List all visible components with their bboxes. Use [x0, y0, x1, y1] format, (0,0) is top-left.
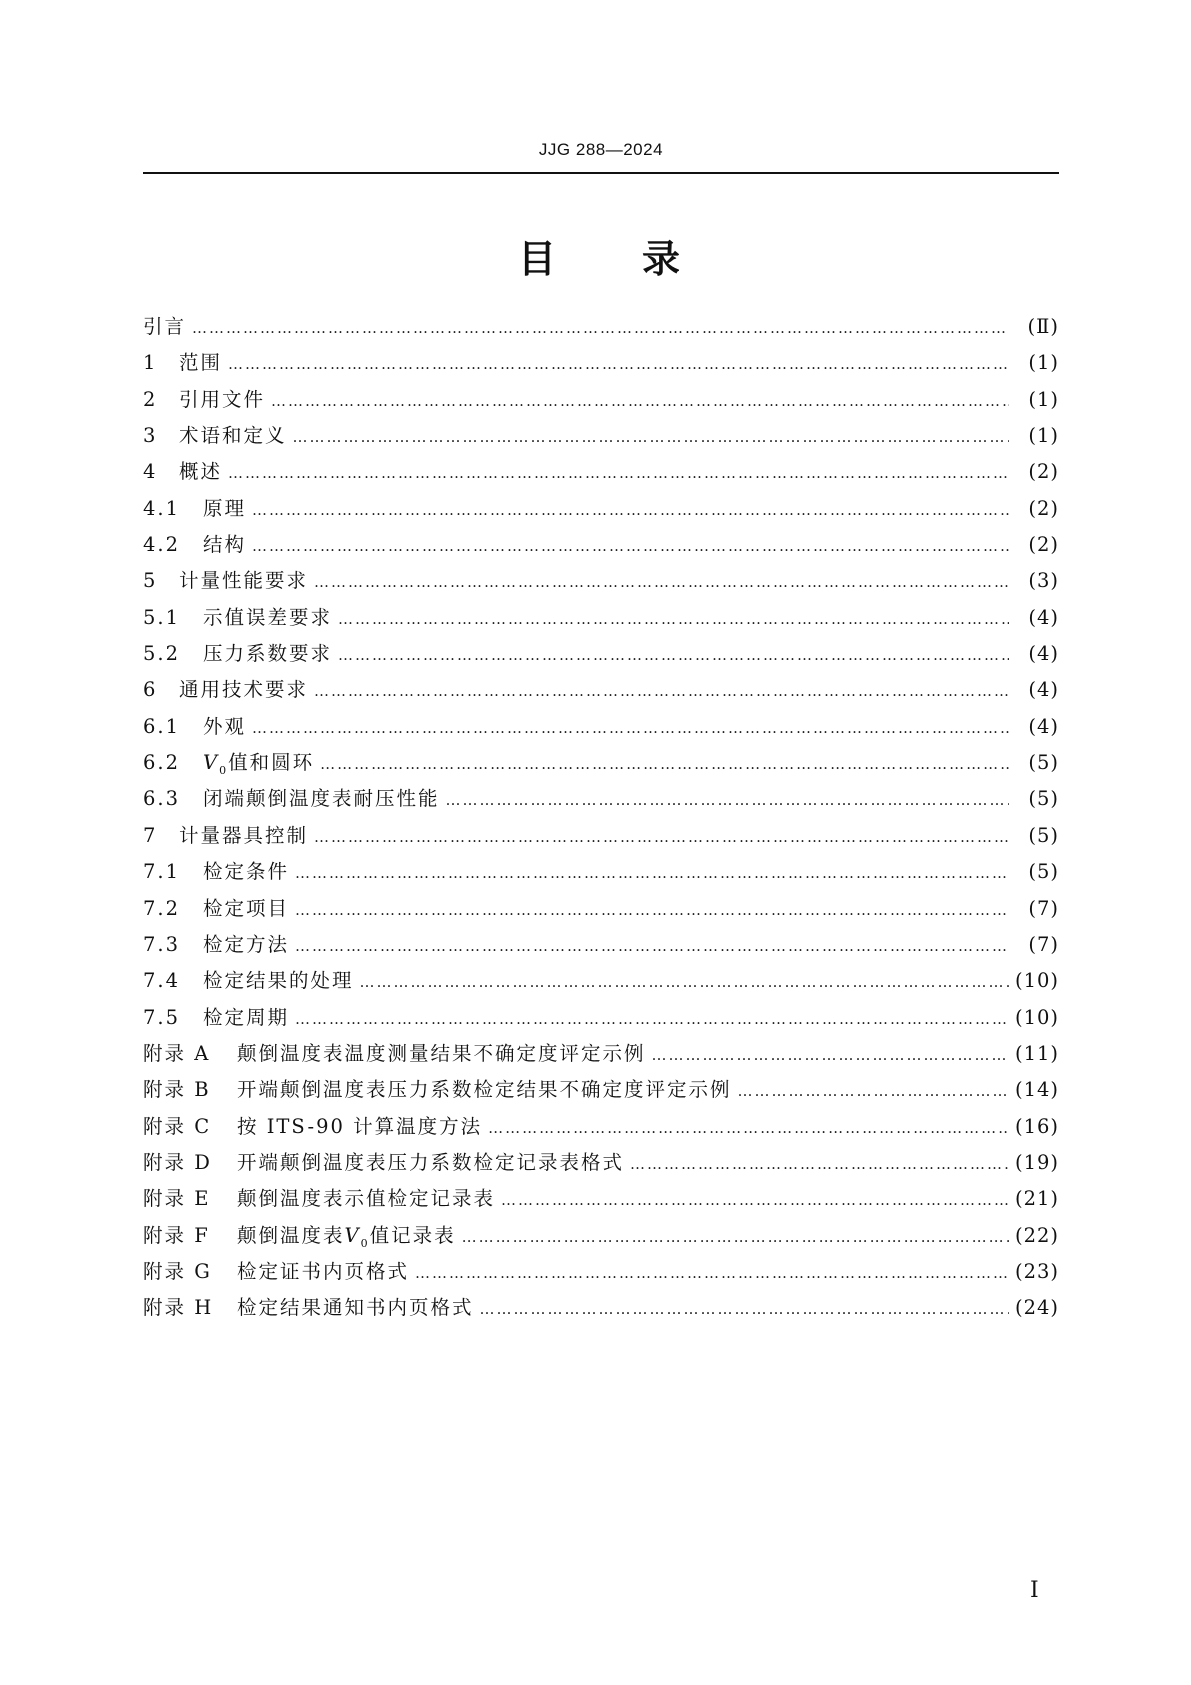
toc-entry-title: 检定结果通知书内页格式	[237, 1296, 474, 1320]
toc-entry-number: 附录 F	[143, 1223, 210, 1247]
toc-entry-number: 7.1	[143, 860, 181, 884]
toc-entry-page: (4)	[1028, 642, 1059, 666]
toc-entry-number: 7.2	[143, 896, 181, 920]
toc-entry-page: (4)	[1028, 605, 1059, 629]
toc-leader-dots	[480, 1300, 1009, 1318]
toc-entry-page: (21)	[1014, 1187, 1059, 1211]
toc-entry-number: 6.1	[143, 714, 181, 738]
toc-entry-number: 附录 D	[143, 1150, 212, 1174]
toc-leader-dots	[295, 864, 1009, 882]
toc-entry[interactable]	[143, 384, 1059, 420]
toc-entry-page: (7)	[1028, 932, 1059, 956]
page-title	[143, 228, 1059, 283]
toc-leader-dots	[501, 1191, 1009, 1209]
toc-entry-page: (7)	[1028, 896, 1059, 920]
toc-entry-page: (14)	[1014, 1078, 1059, 1102]
toc-entry-page: (5)	[1028, 823, 1059, 847]
toc-entry-title: 范围	[179, 351, 223, 375]
toc-entry[interactable]	[143, 565, 1059, 601]
toc-entry-page: (23)	[1014, 1259, 1059, 1283]
page-title-char-2: 录	[642, 237, 685, 281]
toc-entry-title: 计量性能要求	[179, 569, 309, 593]
toc-entry-title: 闭端颠倒温度表耐压性能	[203, 787, 440, 811]
toc-leader-dots	[295, 901, 1009, 919]
toc-entry-title: 概述	[179, 460, 223, 484]
toc-leader-dots	[488, 1119, 1009, 1137]
toc-entry-title: 通用技术要求	[179, 678, 309, 702]
toc-entry-number: 4.2	[143, 533, 181, 557]
toc-leader-dots	[295, 937, 1009, 955]
toc-entry[interactable]	[143, 1111, 1059, 1147]
toc-entry-title	[203, 747, 314, 777]
toc-entry-number: 5	[143, 569, 158, 593]
toc-leader-dots	[630, 1155, 1009, 1173]
toc-entry-page: (10)	[1014, 969, 1059, 993]
toc-leader-dots	[192, 319, 1009, 337]
toc-entry[interactable]	[143, 493, 1059, 529]
toc-entry[interactable]	[143, 783, 1059, 819]
toc-entry-title: 检定条件	[203, 860, 290, 884]
toc-entry-page: (22)	[1014, 1223, 1059, 1247]
toc-entry-number: 5.2	[143, 642, 181, 666]
toc-entry[interactable]	[143, 747, 1059, 783]
toc-entry-title: 引言	[143, 315, 187, 338]
toc-entry[interactable]	[143, 347, 1059, 383]
toc-leader-dots	[338, 610, 1009, 628]
toc-entry-title-v: V	[344, 1223, 361, 1247]
toc-entry-page: (24)	[1014, 1296, 1059, 1320]
toc-entry[interactable]	[143, 1256, 1059, 1292]
toc-entry-number: 附录 C	[143, 1114, 212, 1138]
toc-entry-number: 6	[143, 678, 158, 702]
toc-entry[interactable]	[143, 711, 1059, 747]
toc-entry-title: 检定项目	[203, 896, 290, 920]
toc-entry-title: 结构	[203, 533, 247, 557]
toc-entry-title: 压力系数要求	[203, 642, 333, 666]
toc-leader-dots	[360, 973, 1009, 991]
toc-entry-number: 附录 E	[143, 1187, 211, 1211]
toc-entry[interactable]	[143, 856, 1059, 892]
toc-entry-number: 附录 A	[143, 1041, 211, 1065]
toc-leader-dots	[228, 355, 1009, 373]
toc-entry-page: (3)	[1028, 569, 1059, 593]
toc-entry-page: (5)	[1028, 751, 1059, 775]
toc-entry-title: 计量器具控制	[179, 823, 309, 847]
toc-leader-dots	[293, 428, 1009, 446]
document-header-code: JJG 288—2024	[538, 140, 664, 159]
toc-leader-dots	[338, 646, 1009, 664]
toc-entry-title-rest: 值和圆环	[228, 751, 315, 775]
toc-entry-number: 7.3	[143, 932, 181, 956]
toc-entry-page: (5)	[1028, 860, 1059, 884]
toc-entry-page: (4)	[1028, 678, 1059, 702]
toc-entry-page: (2)	[1028, 460, 1059, 484]
toc-entry[interactable]	[143, 1038, 1059, 1074]
toc-leader-dots	[252, 719, 1009, 737]
toc-entry-title: 引用文件	[179, 387, 266, 411]
toc-entry-page: (2)	[1028, 496, 1059, 520]
toc-leader-dots	[314, 828, 1009, 846]
toc-entry-title: 检定方法	[203, 932, 290, 956]
toc-leader-dots	[314, 682, 1009, 700]
toc-entry-number: 5.1	[143, 605, 181, 629]
toc-entry-title: 开端颠倒温度表压力系数检定结果不确定度评定示例	[237, 1078, 732, 1102]
toc-leader-dots	[652, 1046, 1009, 1064]
toc-entry[interactable]	[143, 311, 1059, 347]
toc-entry-page: (1)	[1028, 424, 1059, 448]
toc-entry-title: 检定结果的处理	[203, 969, 354, 993]
toc-entry-number: 附录 H	[143, 1296, 214, 1320]
toc-entry-number: 附录 G	[143, 1259, 212, 1283]
toc-entry-title: 颠倒温度表温度测量结果不确定度评定示例	[237, 1041, 646, 1065]
toc-leader-dots	[271, 392, 1009, 410]
toc-entry-number: 3	[143, 424, 158, 448]
toc-leader-dots	[295, 1010, 1009, 1028]
toc-entry-title: 检定周期	[203, 1005, 290, 1029]
toc-entry[interactable]	[143, 602, 1059, 638]
toc-entry-title: 检定证书内页格式	[237, 1259, 410, 1283]
toc-entry[interactable]	[143, 638, 1059, 674]
toc-entry[interactable]	[143, 1183, 1059, 1219]
toc-entry-page: (1)	[1028, 387, 1059, 411]
toc-entry[interactable]	[143, 1147, 1059, 1183]
page-title-char-1: 目	[517, 237, 560, 281]
toc-leader-dots	[446, 791, 1009, 809]
toc-entry-title: 术语和定义	[179, 424, 287, 448]
toc-entry-page: (1)	[1028, 351, 1059, 375]
toc-entry-page: (11)	[1014, 1041, 1059, 1065]
toc-leader-dots	[252, 537, 1009, 555]
toc-entry[interactable]	[143, 1074, 1059, 1110]
toc-entry[interactable]	[143, 1292, 1059, 1328]
toc-entry-title-subscript: 0	[360, 1236, 370, 1250]
toc-entry[interactable]	[143, 1002, 1059, 1038]
toc-leader-dots	[415, 1264, 1009, 1282]
toc-entry-title-lead: 颠倒温度表	[237, 1223, 345, 1247]
toc-leader-dots	[462, 1228, 1009, 1246]
toc-entry-title: 原理	[203, 496, 247, 520]
toc-entry-page: (Ⅱ)	[1027, 315, 1059, 338]
toc-entry[interactable]	[143, 420, 1059, 456]
toc-entry[interactable]	[143, 529, 1059, 565]
toc-entry[interactable]	[143, 965, 1059, 1001]
toc-entry-title: 开端颠倒温度表压力系数检定记录表格式	[237, 1150, 625, 1174]
toc-entry[interactable]	[143, 893, 1059, 929]
toc-entry[interactable]	[143, 456, 1059, 492]
toc-entry-number: 2	[143, 387, 158, 411]
header-rule	[143, 172, 1059, 174]
toc-entry-title: 示值误差要求	[203, 605, 333, 629]
toc-entry-title: 颠倒温度表示值检定记录表	[237, 1187, 496, 1211]
toc-entry-title	[237, 1220, 456, 1250]
toc-entry-number: 4.1	[143, 496, 181, 520]
toc-entry-page: (16)	[1014, 1114, 1059, 1138]
toc-entry-number: 附录 B	[143, 1078, 211, 1102]
toc-entry[interactable]	[143, 929, 1059, 965]
toc-entry[interactable]	[143, 674, 1059, 710]
toc-entry-title: 外观	[203, 714, 247, 738]
toc-entry-title: 按 ITS-90 计算温度方法	[237, 1114, 483, 1138]
toc-entry-number: 6.2	[143, 751, 181, 775]
toc-entry-number: 7	[143, 823, 158, 847]
toc-entry-page: (2)	[1028, 533, 1059, 557]
toc-leader-dots	[252, 501, 1009, 519]
toc-entry-title-subscript: 0	[219, 764, 229, 778]
toc-entry-page: (5)	[1028, 787, 1059, 811]
toc-leader-dots	[314, 573, 1009, 591]
toc-entry-page: (4)	[1028, 714, 1059, 738]
table-of-contents	[143, 311, 1059, 1329]
toc-leader-dots	[228, 464, 1009, 482]
toc-entry[interactable]	[143, 1220, 1059, 1256]
toc-entry-number: 7.5	[143, 1005, 181, 1029]
toc-entry-number: 7.4	[143, 969, 181, 993]
toc-leader-dots	[320, 755, 1009, 773]
toc-entry-number: 4	[143, 460, 158, 484]
toc-entry-number: 1	[143, 351, 158, 375]
toc-leader-dots	[738, 1082, 1009, 1100]
page-folio: I	[1030, 1578, 1039, 1603]
toc-entry-title-rest: 值记录表	[369, 1223, 456, 1247]
toc-entry-title-v: V	[203, 751, 220, 775]
toc-entry[interactable]	[143, 820, 1059, 856]
toc-entry-number: 6.3	[143, 787, 181, 811]
toc-entry-page: (10)	[1014, 1005, 1059, 1029]
toc-entry-page: (19)	[1014, 1150, 1059, 1174]
